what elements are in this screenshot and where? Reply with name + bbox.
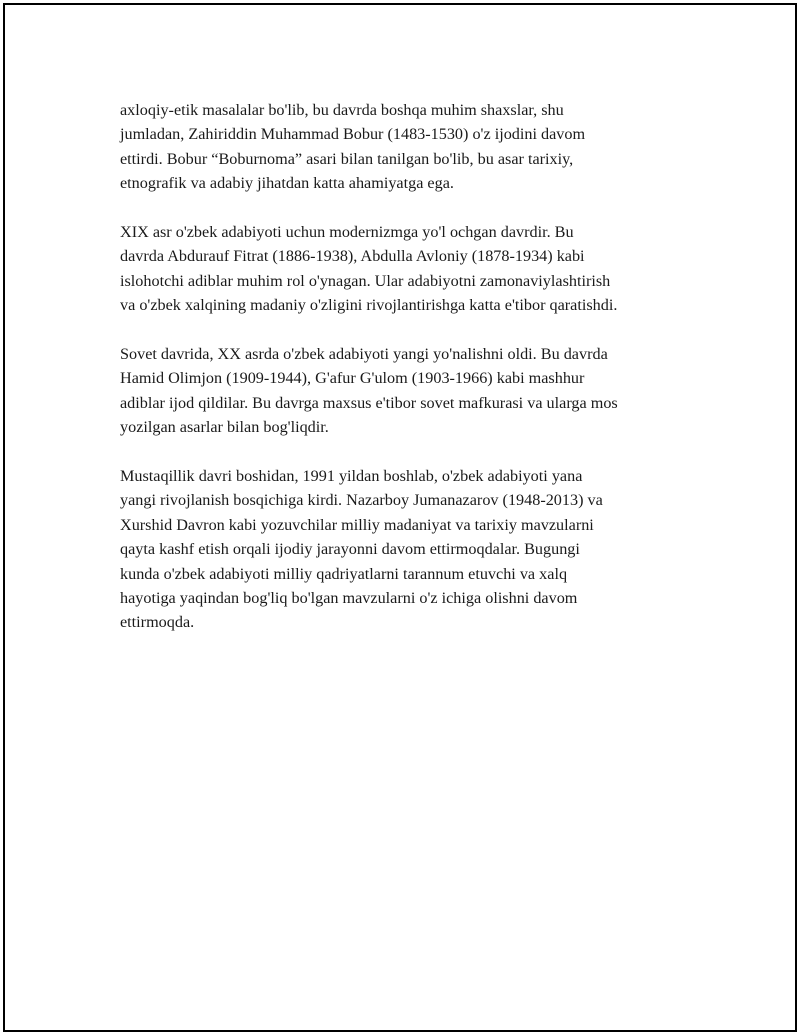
text-line: ettirdi. Bobur “Boburnoma” asari bilan tanilgan bo'lib, bu asar tarixiy, [120, 149, 574, 168]
text-line: axloqiy-etik masalalar bo'lib, bu davrda boshqa muhim shaxslar, shu [120, 101, 564, 119]
paragraph-1 [120, 98, 710, 196]
text-line: hayotiga yaqindan bog'liq bo'lgan mavzularni o'z ichiga olishni davom [120, 589, 578, 608]
text-line: va o'zbek xalqining madaniy o'zligini rivojlantirishga katta e'tibor qaratishdi. [120, 296, 618, 315]
document-body [120, 98, 710, 659]
paragraph-3 [120, 342, 710, 440]
text-line: Sovet davrida, XX asrda o'zbek adabiyoti yangi yo'nalishni oldi. Bu davrda [120, 345, 608, 364]
text-line: XIX asr o'zbek adabiyoti uchun modernizmga yo'l ochgan davrdir. Bu [120, 223, 574, 242]
text-line: adiblar ijod qildilar. Bu davrga maxsus e'tibor sovet mafkurasi va ularga mos [120, 393, 618, 412]
text-line: qayta kashf etish orqali ijodiy jarayonni davom ettirmoqdalar. Bugungi [120, 540, 580, 559]
paragraph-4 [120, 464, 710, 635]
text-line: ettirmoqda. [120, 613, 195, 632]
text-line: etnografik va adabiy jihatdan katta ahamiyatga ega. [120, 174, 454, 193]
text-line: islohotchi adiblar muhim rol o'ynagan. Ular adabiyotni zamonaviylashtirish [120, 271, 611, 290]
text-line: Mustaqillik davri boshidan, 1991 yildan boshlab, o'zbek adabiyoti yana [120, 467, 583, 486]
text-line: davrda Abdurauf Fitrat (1886-1938), Abdulla Avloniy (1878-1934) kabi [120, 247, 585, 266]
paragraph-2 [120, 220, 710, 318]
text-line: yozilgan asarlar bilan bog'liqdir. [120, 418, 329, 437]
text-line: Hamid Olimjon (1909-1944), G'afur G'ulom (1903-1966) kabi mashhur [120, 369, 585, 388]
document-page [3, 3, 797, 1032]
text-line: kunda o'zbek adabiyoti milliy qadriyatlarni tarannum etuvchi va xalq [120, 564, 568, 583]
text-line: Xurshid Davron kabi yozuvchilar milliy madaniyat va tarixiy mavzularni [120, 515, 594, 534]
text-line: jumladan, Zahiriddin Muhammad Bobur (1483-1530) o'z ijodini davom [120, 125, 586, 144]
text-line: yangi rivojlanish bosqichiga kirdi. Nazarboy Jumanazarov (1948-2013) va [120, 491, 603, 510]
